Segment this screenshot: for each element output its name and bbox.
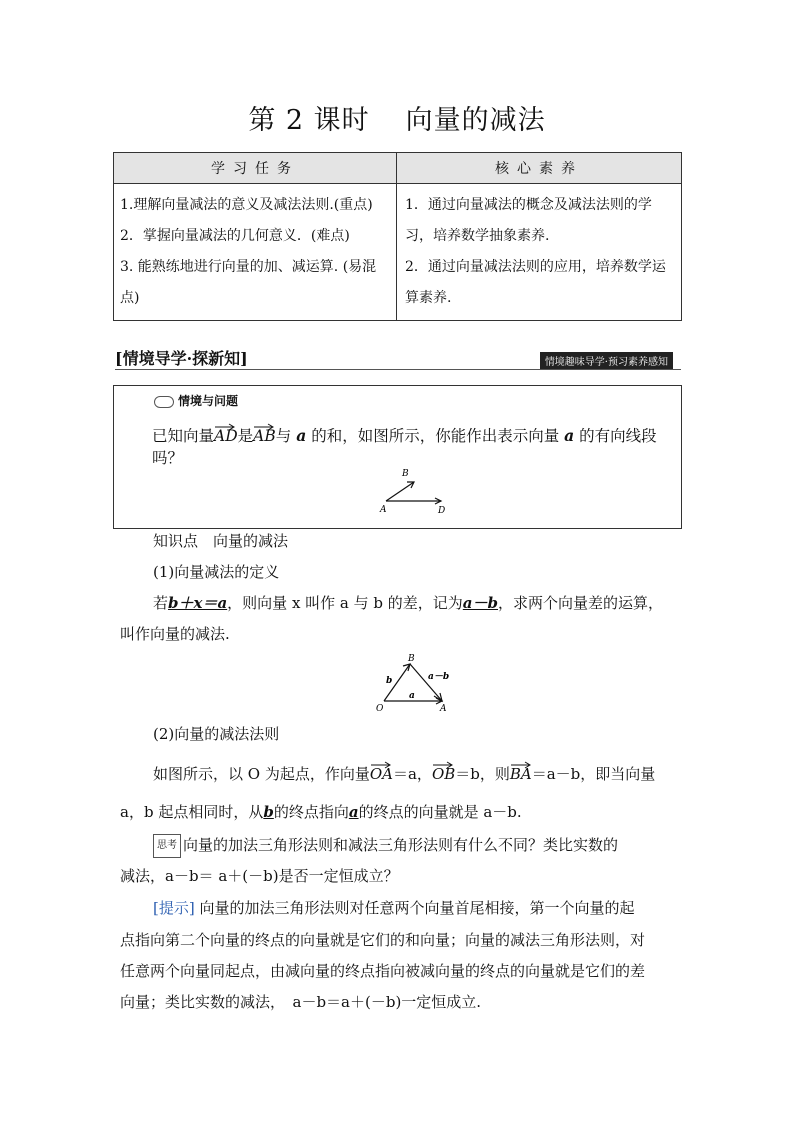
point-o-label: O	[376, 704, 384, 714]
definition-line1: 若b＋x＝a，则向量 x 叫作 a 与 b 的差，记为a－b，求两个向量差的运算，	[153, 594, 664, 612]
scenario-box	[113, 385, 682, 529]
scenario-figure	[376, 466, 466, 516]
section-tag: 情境趣味导学·预习素养感知	[540, 352, 673, 369]
rule-title: (2)向量的减法法则	[153, 725, 280, 743]
vector-amb-label: a－b	[428, 672, 450, 682]
vector-b-label: b	[386, 676, 393, 686]
task-item: 3. 能熟练地进行向量的加、减运算. (易混点)	[120, 259, 377, 306]
lesson-number: 第 2 课时	[248, 105, 370, 136]
scenario-heading: 情境与问题	[154, 392, 238, 409]
header-core-literacy: 核心素养	[397, 153, 682, 184]
point-b-label: B	[402, 469, 409, 479]
task-item: 1.理解向量减法的意义及减法法则.(重点)	[120, 197, 373, 213]
knowledge-heading: 知识点 向量的减法	[153, 532, 289, 550]
hint-label: [提示]	[153, 899, 195, 917]
vector-arrow-icon	[253, 423, 275, 431]
task-table	[113, 152, 682, 321]
vector-arrow-icon	[214, 423, 236, 431]
pen-icon	[154, 396, 174, 408]
point-a-label: A	[380, 505, 387, 515]
point-d-label: D	[438, 506, 446, 516]
think-line1: 思考 向量的加法三角形法则和减法三角形法则有什么不同？类比实数的	[153, 834, 683, 858]
point-b-label: B	[408, 654, 415, 664]
definition-line2: 叫作向量的减法.	[120, 625, 230, 643]
literacy-item: 1．通过向量减法的概念及减法法则的学习，培养数学抽象素养.	[405, 197, 652, 244]
vector-arrow-icon	[370, 761, 392, 769]
header-learning-tasks: 学习任务	[114, 153, 397, 184]
section-title: [情境导学·探新知]	[115, 349, 248, 368]
vector-ab: AB	[253, 427, 276, 445]
scenario-question: 已知向量 AD是 AB与 a 的和，如图所示，你能作出表示向量 a 的有向线段吗？	[152, 424, 681, 468]
vector-a-label: a	[409, 691, 415, 701]
core-literacy-cell	[397, 184, 682, 321]
learning-tasks-cell	[114, 184, 397, 321]
task-item: 2．掌握向量减法的几何意义．(难点)	[120, 228, 350, 244]
vector-ad: AD	[214, 427, 238, 445]
section-header	[115, 346, 681, 370]
page-title	[0, 98, 794, 137]
rule-line2: a，b 起点相同时，从b的终点指向a的终点的向量就是 a－b.	[120, 803, 522, 821]
hint-line4: 向量；类比实数的减法， a－b＝a＋(－b)一定恒成立.	[120, 993, 482, 1011]
literacy-item: 2．通过向量减法法则的应用，培养数学运算素养.	[405, 259, 666, 306]
think-line2: 减法，a－b＝ a＋(－b)是否一定恒成立？	[120, 867, 399, 885]
point-a-label: A	[440, 704, 447, 714]
hint-line2: 点指向第二个向量的终点的向量就是它们的和向量；向量的减法三角形法则，对	[120, 931, 646, 949]
lesson-topic: 向量的减法	[405, 105, 546, 136]
hint-line1: [提示] 向量的加法三角形法则对任意两个向量首尾相接，第一个向量的起	[153, 899, 635, 917]
vector-arrow-icon	[432, 761, 454, 769]
think-label: 思考	[153, 834, 181, 858]
hint-line3: 任意两个向量同起点，由减向量的终点指向被减向量的终点的向量就是它们的差	[120, 962, 646, 980]
subtraction-triangle-figure	[370, 652, 460, 714]
definition-title: (1)向量减法的定义	[153, 563, 280, 581]
vector-arrow-icon	[510, 761, 532, 769]
rule-line1: 如图所示，以 O 为起点，作向量 OA＝a， OB＝b，则 BA＝a－b，即当向量	[153, 763, 683, 785]
